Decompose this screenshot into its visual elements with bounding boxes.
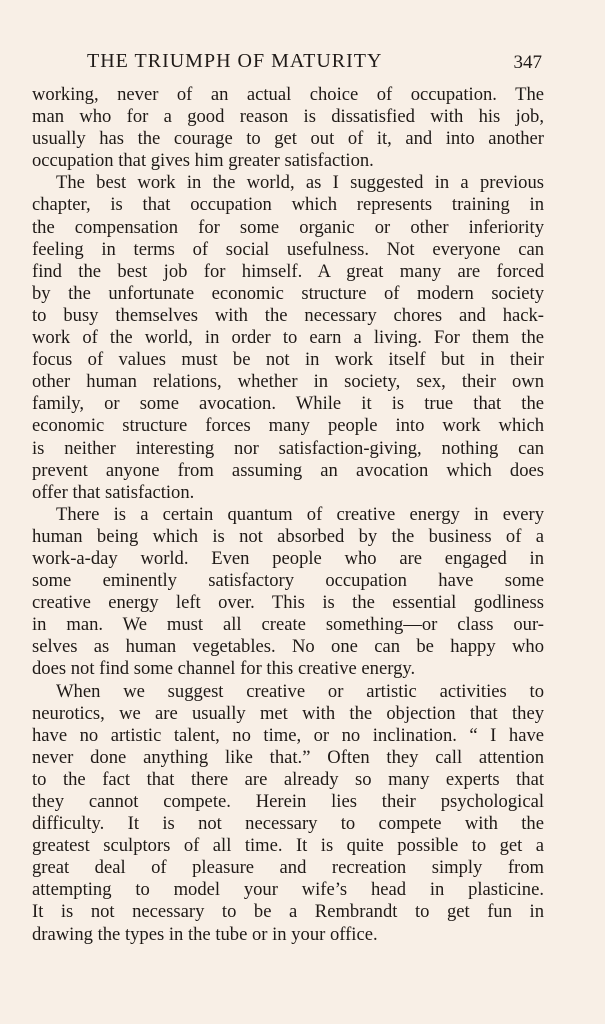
text-line: There is a certain quantum of creative energy in every — [56, 503, 544, 525]
text-line: is neither interesting nor satisfaction-giving, nothing can — [32, 437, 544, 459]
text-line: work of the world, in order to earn a living. For them the — [32, 327, 544, 349]
text-line: does not find some channel for this creative energy. — [32, 658, 416, 680]
text-line: human being which is not absorbed by the business of a — [32, 525, 544, 547]
text-line: never done anything like that.” Often they call attention — [32, 746, 544, 768]
text-line: in man. We must all create something—or class our- — [32, 614, 544, 636]
text-line: focus of values must be not in work itself but in their — [32, 349, 544, 371]
text-line: family, or some avocation. While it is true that the — [32, 393, 544, 415]
text-line: drawing the types in the tube or in your office. — [32, 923, 378, 945]
text-line: some eminently satisfactory occupation have some — [32, 570, 544, 592]
text-line: to busy themselves with the necessary chores and hack- — [32, 304, 544, 326]
text-line: occupation that gives him greater satisfaction. — [32, 150, 374, 172]
page-number: 347 — [513, 52, 542, 73]
text-line: chapter, is that occupation which represents training in — [32, 194, 544, 216]
page-header — [32, 47, 542, 75]
text-line: creative energy left over. This is the essential godliness — [32, 592, 544, 614]
running-title: THE TRIUMPH OF MATURITY — [87, 50, 383, 72]
text-line: work-a-day world. Even people who are engaged in — [32, 547, 544, 569]
text-line: greatest sculptors of all time. It is quite possible to get a — [32, 835, 544, 857]
text-line: great deal of pleasure and recreation simply from — [32, 857, 544, 879]
text-line: neurotics, we are usually met with the objection that they — [32, 702, 544, 724]
text-line: find the best job for himself. A great many are forced — [32, 260, 544, 282]
text-line: The best work in the world, as I suggested in a previous — [56, 172, 544, 194]
text-line: It is not necessary to be a Rembrandt to get fun in — [32, 901, 544, 923]
text-line: feeling in terms of social usefulness. Not everyone can — [32, 238, 544, 260]
text-line: by the unfortunate economic structure of modern society — [32, 282, 544, 304]
text-line: economic structure forces many people into work which — [32, 415, 544, 437]
text-line: difficulty. It is not necessary to compete with the — [32, 813, 544, 835]
text-line: When we suggest creative or artistic activities to — [56, 680, 544, 702]
text-line: they cannot compete. Herein lies their psychological — [32, 791, 544, 812]
text-line: to the fact that there are already so many experts that — [32, 768, 544, 790]
text-line: man who for a good reason is dissatisfied with his job, — [32, 106, 544, 128]
text-line: prevent anyone from assuming an avocation which does — [32, 459, 544, 481]
text-line: usually has the courage to get out of it, and into another — [32, 128, 544, 150]
text-line: working, never of an actual choice of occupation. The — [32, 84, 544, 105]
text-line: offer that satisfaction. — [32, 481, 195, 503]
text-line: selves as human vegetables. No one can be happy who — [32, 636, 544, 658]
text-line: attempting to model your wife’s head in plasticine. — [32, 879, 544, 901]
body-text — [32, 84, 544, 946]
text-line: the compensation for some organic or other inferiority — [32, 216, 544, 238]
text-line: other human relations, whether in society, sex, their own — [32, 371, 544, 393]
text-line: have no artistic talent, no time, or no inclination. “ I have — [32, 724, 544, 746]
